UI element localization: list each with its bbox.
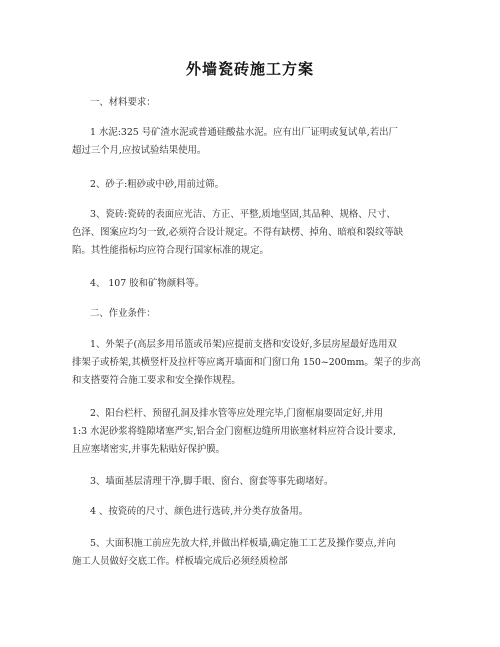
paragraph-scaffold <box>72 336 442 390</box>
text-line: 施工人员做好交底工作。样板墙完成后必须经质检部 <box>72 556 288 567</box>
text-line: 3、墙面基层清理干净,脚手眼、窗台、窗套等事先砌堵好。 <box>90 476 334 487</box>
page-title: 外墙瓷砖施工方案 <box>185 60 314 78</box>
text-line: 二、作业条件： <box>90 308 156 319</box>
text-line: 1、外架子(高层多用吊篮或吊架)应提前支搭和安设好,多层房屋最好选用双 <box>90 339 397 350</box>
text-line: 超过三个月,应按试验结果使用。 <box>72 145 207 156</box>
text-line: 5、大面积施工前应先放大样,并做出样板墙,确定施工工艺及操作要点,并向 <box>90 538 396 549</box>
paragraph-sand <box>72 176 442 194</box>
section-heading-conditions <box>72 305 442 323</box>
text-line: 和支搭要符合施工要求和安全操作规程。 <box>72 375 241 386</box>
text-line: 排架子或桥架,其横竖杆及拉杆等应离开墙面和门窗口角 150~200mm。架子的步高 <box>72 357 421 368</box>
paragraph-tile-selection <box>72 503 442 521</box>
text-line: 4 、按瓷砖的尺寸、颜色进行选砖,并分类存放备用。 <box>90 506 309 517</box>
text-line: 一、材料要求： <box>90 97 156 108</box>
paragraph-cement <box>72 124 442 160</box>
paragraph-wall-cleaning <box>72 473 442 491</box>
paragraph-glue <box>72 275 442 293</box>
text-line: 且应塞堵密实,并事先粘贴好保护膜。 <box>72 444 225 455</box>
paragraph-tiles <box>72 206 442 260</box>
text-line: 1:3 水泥砂浆将缝隙堵塞严实,铝合金门窗框边缝所用嵌塞材料应符合设计要求, <box>72 426 397 437</box>
text-line: 4、 107 胶和矿物颜料等。 <box>90 278 205 289</box>
text-line: 1 水泥:325 号矿渣水泥或普通硅酸盐水泥。应有出厂证明或复试单,若出厂 <box>90 127 398 138</box>
text-line: 3、瓷砖:瓷砖的表面应光洁、方正、平整,质地坚固,其品种、规格、尺寸、 <box>90 209 396 220</box>
paragraph-railings <box>72 405 442 459</box>
text-line: 2、砂子:粗砂或中砂,用前过筛。 <box>90 179 224 190</box>
text-line: 色泽、图案应均匀一致,必须符合设计规定。不得有缺楞、掉角、暗痕和裂纹等缺 <box>72 227 404 238</box>
text-line: 陷。其性能指标均应符合现行国家标准的规定。 <box>72 245 269 256</box>
paragraph-sample-wall <box>72 535 442 571</box>
section-heading-materials <box>72 94 442 112</box>
text-line: 2、阳台栏杆、预留孔洞及排水管等应处理完毕,门窗框扇要固定好,并用 <box>90 408 384 419</box>
